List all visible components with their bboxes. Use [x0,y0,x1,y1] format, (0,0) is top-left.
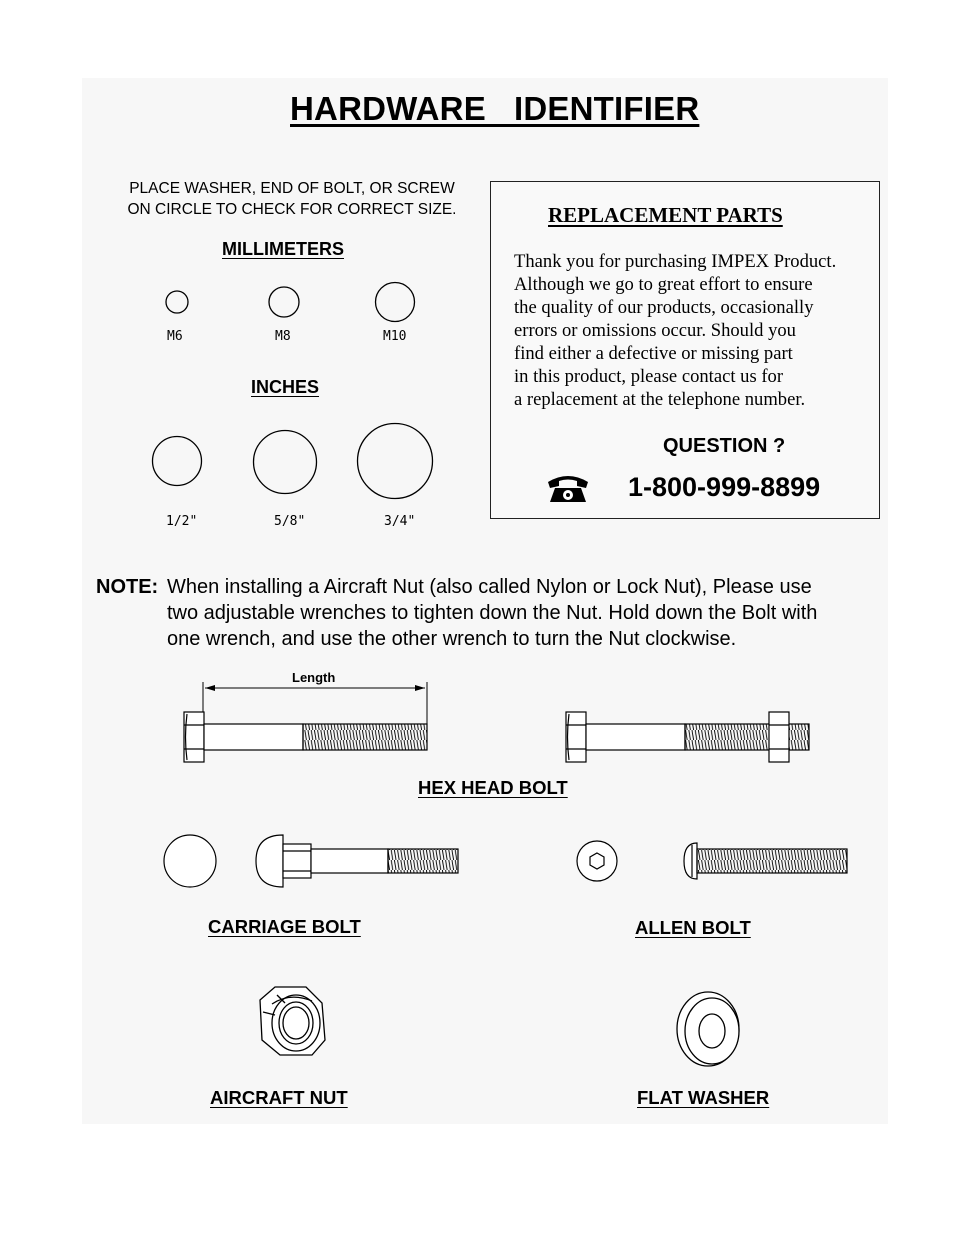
size-label-five-eighths-inch: 5/8" [274,514,306,529]
aircraft-nut-drawing [260,987,325,1055]
allen-bolt-label: ALLEN BOLT [635,917,751,938]
hex-head-bolt-with-nut-drawing [566,712,809,762]
flat-washer-label: FLAT WASHER [637,1087,770,1108]
hex-head-bolt-label: HEX HEAD BOLT [418,777,568,798]
note-line-1: When installing a Aircraft Nut (also called Nylon or Lock Nut), Please use [167,576,812,598]
length-dimension [203,682,427,725]
page-title: HARDWARE IDENTIFIER [290,90,700,127]
replacement-line-2: Although we go to great effort to ensure [514,274,813,295]
instructions-line-1: PLACE WASHER, END OF BOLT, OR SCREW [129,180,455,197]
phone-number[interactable]: 1-800-999-8899 [628,472,821,502]
replacement-line-6: in this product, please contact us for [514,366,784,387]
hex-head-bolt-drawing [184,712,427,762]
size-label-m6: M6 [167,329,183,344]
instructions-line-2: ON CIRCLE TO CHECK FOR CORRECT SIZE. [127,201,457,218]
replacement-line-4: errors or omissions occur. Should you [514,320,796,341]
aircraft-nut-label: AIRCRAFT NUT [210,1087,348,1108]
size-label-half-inch: 1/2" [166,514,198,529]
note-label: NOTE: [96,576,159,598]
question-label: QUESTION ? [663,435,786,457]
carriage-bolt-label: CARRIAGE BOLT [208,916,361,937]
carriage-bolt-drawing [164,835,458,887]
replacement-parts-heading: REPLACEMENT PARTS [548,203,783,227]
millimeters-heading: MILLIMETERS [222,239,344,259]
replacement-line-5: find either a defective or missing part [514,343,793,364]
replacement-line-3: the quality of our products, occasionally [514,297,814,318]
allen-bolt-drawing [577,841,847,881]
size-label-three-quarter-inch: 3/4" [384,514,416,529]
inches-heading: INCHES [251,377,320,397]
flat-washer-drawing [677,992,739,1066]
note-line-3: one wrench, and use the other wrench to turn the Nut clockwise. [167,628,737,650]
size-label-m10: M10 [383,329,407,344]
replacement-line-7: a replacement at the telephone number. [514,389,806,410]
note-line-2: two adjustable wrenches to tighten down the Nut. Hold down the Bolt with [167,602,818,624]
length-label: Length [292,670,336,685]
size-label-m8: M8 [275,329,291,344]
replacement-line-1: Thank you for purchasing IMPEX Product. [514,251,837,272]
